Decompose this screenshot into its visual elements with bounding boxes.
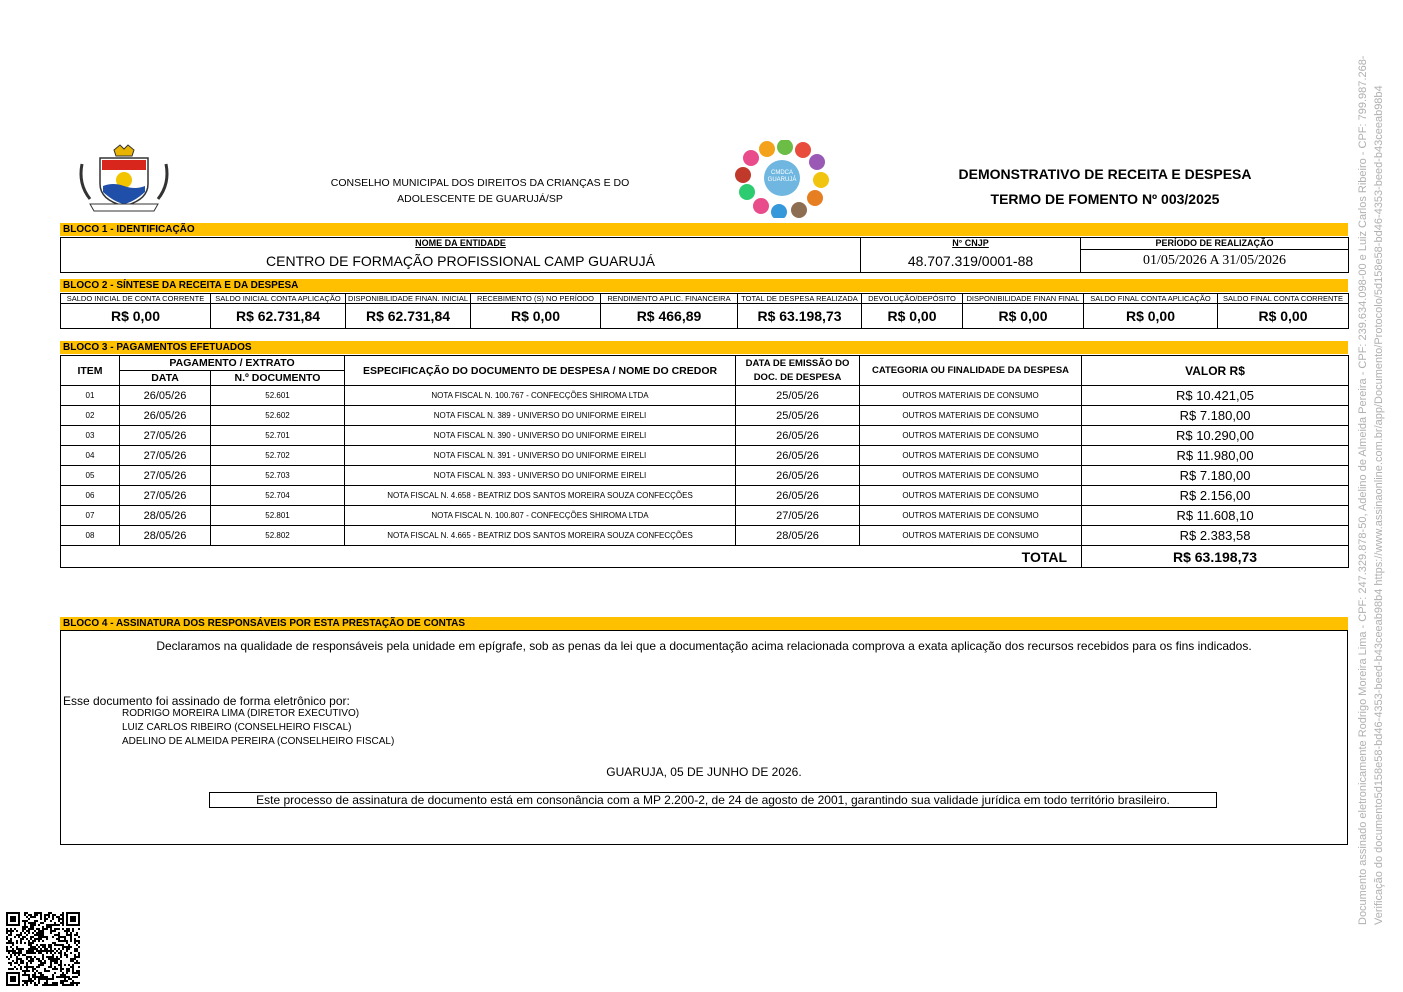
col-data: DATA bbox=[120, 371, 211, 386]
cell-doc: 52.802 bbox=[211, 526, 345, 546]
cell-item: 08 bbox=[61, 526, 120, 546]
cell-valor: R$ 2.383,58 bbox=[1082, 526, 1349, 546]
table-row bbox=[61, 486, 1349, 506]
b2-header: SALDO INICIAL DE CONTA CORRENTE bbox=[61, 294, 211, 304]
city-crest-logo bbox=[76, 144, 172, 214]
cell-emissao: 26/05/26 bbox=[736, 426, 860, 446]
cnpj-label: N° CNJP bbox=[861, 238, 1081, 250]
col-pagamento: PAGAMENTO / EXTRATO bbox=[120, 356, 345, 371]
bloco3-label: BLOCO 3 - PAGAMENTOS EFETUADOS bbox=[60, 341, 1348, 354]
b2-header: RECEBIMENTO (S) NO PERÍODO bbox=[471, 294, 601, 304]
table-row bbox=[61, 446, 1349, 466]
col-item: ITEM bbox=[61, 356, 120, 386]
cell-esp: NOTA FISCAL N. 100.807 - CONFECÇÕES SHIROMA LTDA bbox=[345, 506, 736, 526]
payments-table bbox=[60, 355, 1349, 568]
bloco1-label: BLOCO 1 - IDENTIFICAÇÃO bbox=[60, 223, 1348, 236]
entidade-label: NOME DA ENTIDADE bbox=[61, 238, 861, 250]
declaration-text: Declaramos na qualidade de responsáveis pela unidade em epígrafe, sob as penas da lei que a documentação acima relacionada comprova a exata aplicação dos recursos recebidos para os fins indicados. bbox=[156, 639, 1252, 653]
b2-value: R$ 62.731,84 bbox=[211, 304, 346, 329]
cell-esp: NOTA FISCAL N. 4.665 - BEATRIZ DOS SANTOS MOREIRA SOUZA CONFECÇÕES bbox=[345, 526, 736, 546]
side-verification-text: Verificação do documento5d158e58-bd46-4353-beed-b43ceeab98b4 https://www.assinaonline.com.br/app/Documento/Protocolo/5d158e58-bd46-4353-beed-b43ceeab98b4 bbox=[1373, 85, 1385, 925]
total-value: R$ 63.198,73 bbox=[1082, 546, 1349, 568]
cell-esp: NOTA FISCAL N. 391 - UNIVERSO DO UNIFORME EIRELI bbox=[345, 446, 736, 466]
cell-doc: 52.601 bbox=[211, 386, 345, 406]
council-line-2: ADOLESCENTE DE GUARUJÁ/SP bbox=[397, 193, 563, 205]
b2-header: DISPONIBILIDADE FINAN FINAL bbox=[963, 294, 1084, 304]
cell-cat: OUTROS MATERIAIS DE CONSUMO bbox=[860, 486, 1082, 506]
term-title: TERMO DE FOMENTO Nº 003/2025 bbox=[990, 191, 1220, 207]
col-especificacao: ESPECIFICAÇÃO DO DOCUMENTO DE DESPESA / NOME DO CREDOR bbox=[345, 356, 736, 386]
b2-value: R$ 0,00 bbox=[61, 304, 211, 329]
cell-valor: R$ 7.180,00 bbox=[1082, 466, 1349, 486]
badge-text-1: CMDCA bbox=[771, 170, 793, 176]
cell-data: 27/05/26 bbox=[120, 466, 211, 486]
cnpj-value: 48.707.319/0001-88 bbox=[861, 250, 1081, 273]
col-categoria: CATEGORIA OU FINALIDADE DA DESPESA bbox=[860, 356, 1082, 386]
col-valor: VALOR R$ bbox=[1082, 356, 1349, 386]
cell-cat: OUTROS MATERIAIS DE CONSUMO bbox=[860, 406, 1082, 426]
cell-esp: NOTA FISCAL N. 4.658 - BEATRIZ DOS SANTOS MOREIRA SOUZA CONFECÇÕES bbox=[345, 486, 736, 506]
cell-emissao: 28/05/26 bbox=[736, 526, 860, 546]
cell-item: 02 bbox=[61, 406, 120, 426]
signer-2: LUIZ CARLOS RIBEIRO (CONSELHEIRO FISCAL) bbox=[122, 722, 352, 733]
council-line-1: CONSELHO MUNICIPAL DOS DIREITOS DA CRIANÇAS E DO bbox=[330, 177, 630, 189]
signed-by-text: Esse documento foi assinado de forma eletrônico por: bbox=[63, 694, 350, 708]
b2-value: R$ 62.731,84 bbox=[346, 304, 471, 329]
cell-emissao: 25/05/26 bbox=[736, 386, 860, 406]
mp-notice: Este processo de assinatura de documento está em consonância com a MP 2.200-2, de 24 de agosto de 2001, garantindo sua validade jurídica em todo território brasileiro. bbox=[209, 792, 1217, 808]
cell-data: 28/05/26 bbox=[120, 526, 211, 546]
cell-data: 27/05/26 bbox=[120, 446, 211, 466]
bloco1-table bbox=[60, 237, 1349, 273]
cell-valor: R$ 7.180,00 bbox=[1082, 406, 1349, 426]
cell-emissao: 26/05/26 bbox=[736, 446, 860, 466]
b2-header: SALDO INICIAL CONTA APLICAÇÃO bbox=[211, 294, 346, 304]
cell-esp: NOTA FISCAL N. 389 - UNIVERSO DO UNIFORME EIRELI bbox=[345, 406, 736, 426]
cell-cat: OUTROS MATERIAIS DE CONSUMO bbox=[860, 386, 1082, 406]
signer-3: ADELINO DE ALMEIDA PEREIRA (CONSELHEIRO FISCAL) bbox=[122, 736, 395, 747]
cell-data: 26/05/26 bbox=[120, 386, 211, 406]
cell-cat: OUTROS MATERIAIS DE CONSUMO bbox=[860, 426, 1082, 446]
col-documento: N.º DOCUMENTO bbox=[211, 371, 345, 386]
periodo-label: PERÍODO DE REALIZAÇÃO bbox=[1081, 238, 1349, 250]
table-row bbox=[61, 506, 1349, 526]
cell-item: 01 bbox=[61, 386, 120, 406]
col-emissao-1: DATA DE EMISSÃO DO bbox=[736, 356, 860, 371]
cell-doc: 52.703 bbox=[211, 466, 345, 486]
cell-valor: R$ 11.608,10 bbox=[1082, 506, 1349, 526]
signer-1: RODRIGO MOREIRA LIMA (DIRETOR EXECUTIVO) bbox=[122, 708, 360, 719]
cell-item: 06 bbox=[61, 486, 120, 506]
total-label: TOTAL bbox=[61, 546, 1082, 568]
cell-valor: R$ 11.980,00 bbox=[1082, 446, 1349, 466]
cell-item: 03 bbox=[61, 426, 120, 446]
cell-doc: 52.702 bbox=[211, 446, 345, 466]
side-signature-text: Documento assinado eletronicamente Rodrigo Moreira Lima - CPF: 247.329.878-50, Adelino de Almeida Pereira - CPF: 239.634.098-00 e Luiz Carlos Ribeiro - CPF: 799.987.268- bbox=[1357, 55, 1369, 925]
b2-value: R$ 466,89 bbox=[601, 304, 738, 329]
place-date: GUARUJA, 05 DE JUNHO DE 2026. bbox=[606, 765, 802, 779]
b2-header: TOTAL DE DESPESA REALIZADA bbox=[738, 294, 862, 304]
cell-emissao: 25/05/26 bbox=[736, 406, 860, 426]
cell-doc: 52.701 bbox=[211, 426, 345, 446]
table-row bbox=[61, 386, 1349, 406]
entidade-name: CENTRO DE FORMAÇÃO PROFISSIONAL CAMP GUARUJÁ bbox=[61, 250, 861, 273]
cell-esp: NOTA FISCAL N. 100.767 - CONFECÇÕES SHIROMA LTDA bbox=[345, 386, 736, 406]
cell-doc: 52.801 bbox=[211, 506, 345, 526]
bloco4-label: BLOCO 4 - ASSINATURA DOS RESPONSÁVEIS POR ESTA PRESTAÇÃO DE CONTAS bbox=[60, 617, 1348, 630]
b2-value: R$ 63.198,73 bbox=[738, 304, 862, 329]
cell-item: 04 bbox=[61, 446, 120, 466]
cell-data: 28/05/26 bbox=[120, 506, 211, 526]
b2-header: DEVOLUÇÃO/DEPÓSITO bbox=[862, 294, 963, 304]
cell-doc: 52.602 bbox=[211, 406, 345, 426]
qr-code bbox=[6, 912, 80, 986]
cell-data: 27/05/26 bbox=[120, 426, 211, 446]
cell-emissao: 27/05/26 bbox=[736, 506, 860, 526]
table-row bbox=[61, 426, 1349, 446]
b2-value: R$ 0,00 bbox=[963, 304, 1084, 329]
cell-esp: NOTA FISCAL N. 390 - UNIVERSO DO UNIFORME EIRELI bbox=[345, 426, 736, 446]
col-emissao-2: DOC. DE DESPESA bbox=[736, 371, 860, 386]
b2-header: SALDO FINAL CONTA CORRENTE bbox=[1218, 294, 1349, 304]
cell-emissao: 26/05/26 bbox=[736, 486, 860, 506]
report-title: DEMONSTRATIVO DE RECEITA E DESPESA bbox=[958, 166, 1252, 182]
bloco2-label: BLOCO 2 - SÍNTESE DA RECEITA E DA DESPESA bbox=[60, 279, 1348, 292]
table-row bbox=[61, 466, 1349, 486]
bloco2-table bbox=[60, 293, 1349, 329]
cell-esp: NOTA FISCAL N. 393 - UNIVERSO DO UNIFORME EIRELI bbox=[345, 466, 736, 486]
b2-header: RENDIMENTO APLIC. FINANCEIRA bbox=[601, 294, 738, 304]
cell-doc: 52.704 bbox=[211, 486, 345, 506]
table-row bbox=[61, 526, 1349, 546]
cell-cat: OUTROS MATERIAIS DE CONSUMO bbox=[860, 526, 1082, 546]
b2-header: SALDO FINAL CONTA APLICAÇÃO bbox=[1084, 294, 1218, 304]
b2-value: R$ 0,00 bbox=[1218, 304, 1349, 329]
table-row bbox=[61, 406, 1349, 426]
badge-text-2: GUARUJÁ bbox=[767, 177, 797, 183]
cell-emissao: 26/05/26 bbox=[736, 466, 860, 486]
b2-value: R$ 0,00 bbox=[862, 304, 963, 329]
cell-item: 07 bbox=[61, 506, 120, 526]
cell-valor: R$ 10.421,05 bbox=[1082, 386, 1349, 406]
b2-value: R$ 0,00 bbox=[471, 304, 601, 329]
periodo-value: 01/05/2026 A 31/05/2026 bbox=[1081, 250, 1349, 273]
cmdca-badge-logo bbox=[735, 140, 829, 218]
cell-item: 05 bbox=[61, 466, 120, 486]
council-name bbox=[320, 175, 640, 207]
signature-box bbox=[60, 630, 1348, 845]
cell-data: 27/05/26 bbox=[120, 486, 211, 506]
cell-valor: R$ 2.156,00 bbox=[1082, 486, 1349, 506]
cell-cat: OUTROS MATERIAIS DE CONSUMO bbox=[860, 446, 1082, 466]
cell-cat: OUTROS MATERIAIS DE CONSUMO bbox=[860, 506, 1082, 526]
cell-valor: R$ 10.290,00 bbox=[1082, 426, 1349, 446]
cell-cat: OUTROS MATERIAIS DE CONSUMO bbox=[860, 466, 1082, 486]
b2-header: DISPONIBILIDADE FINAN. INICIAL bbox=[346, 294, 471, 304]
cell-data: 26/05/26 bbox=[120, 406, 211, 426]
b2-value: R$ 0,00 bbox=[1084, 304, 1218, 329]
